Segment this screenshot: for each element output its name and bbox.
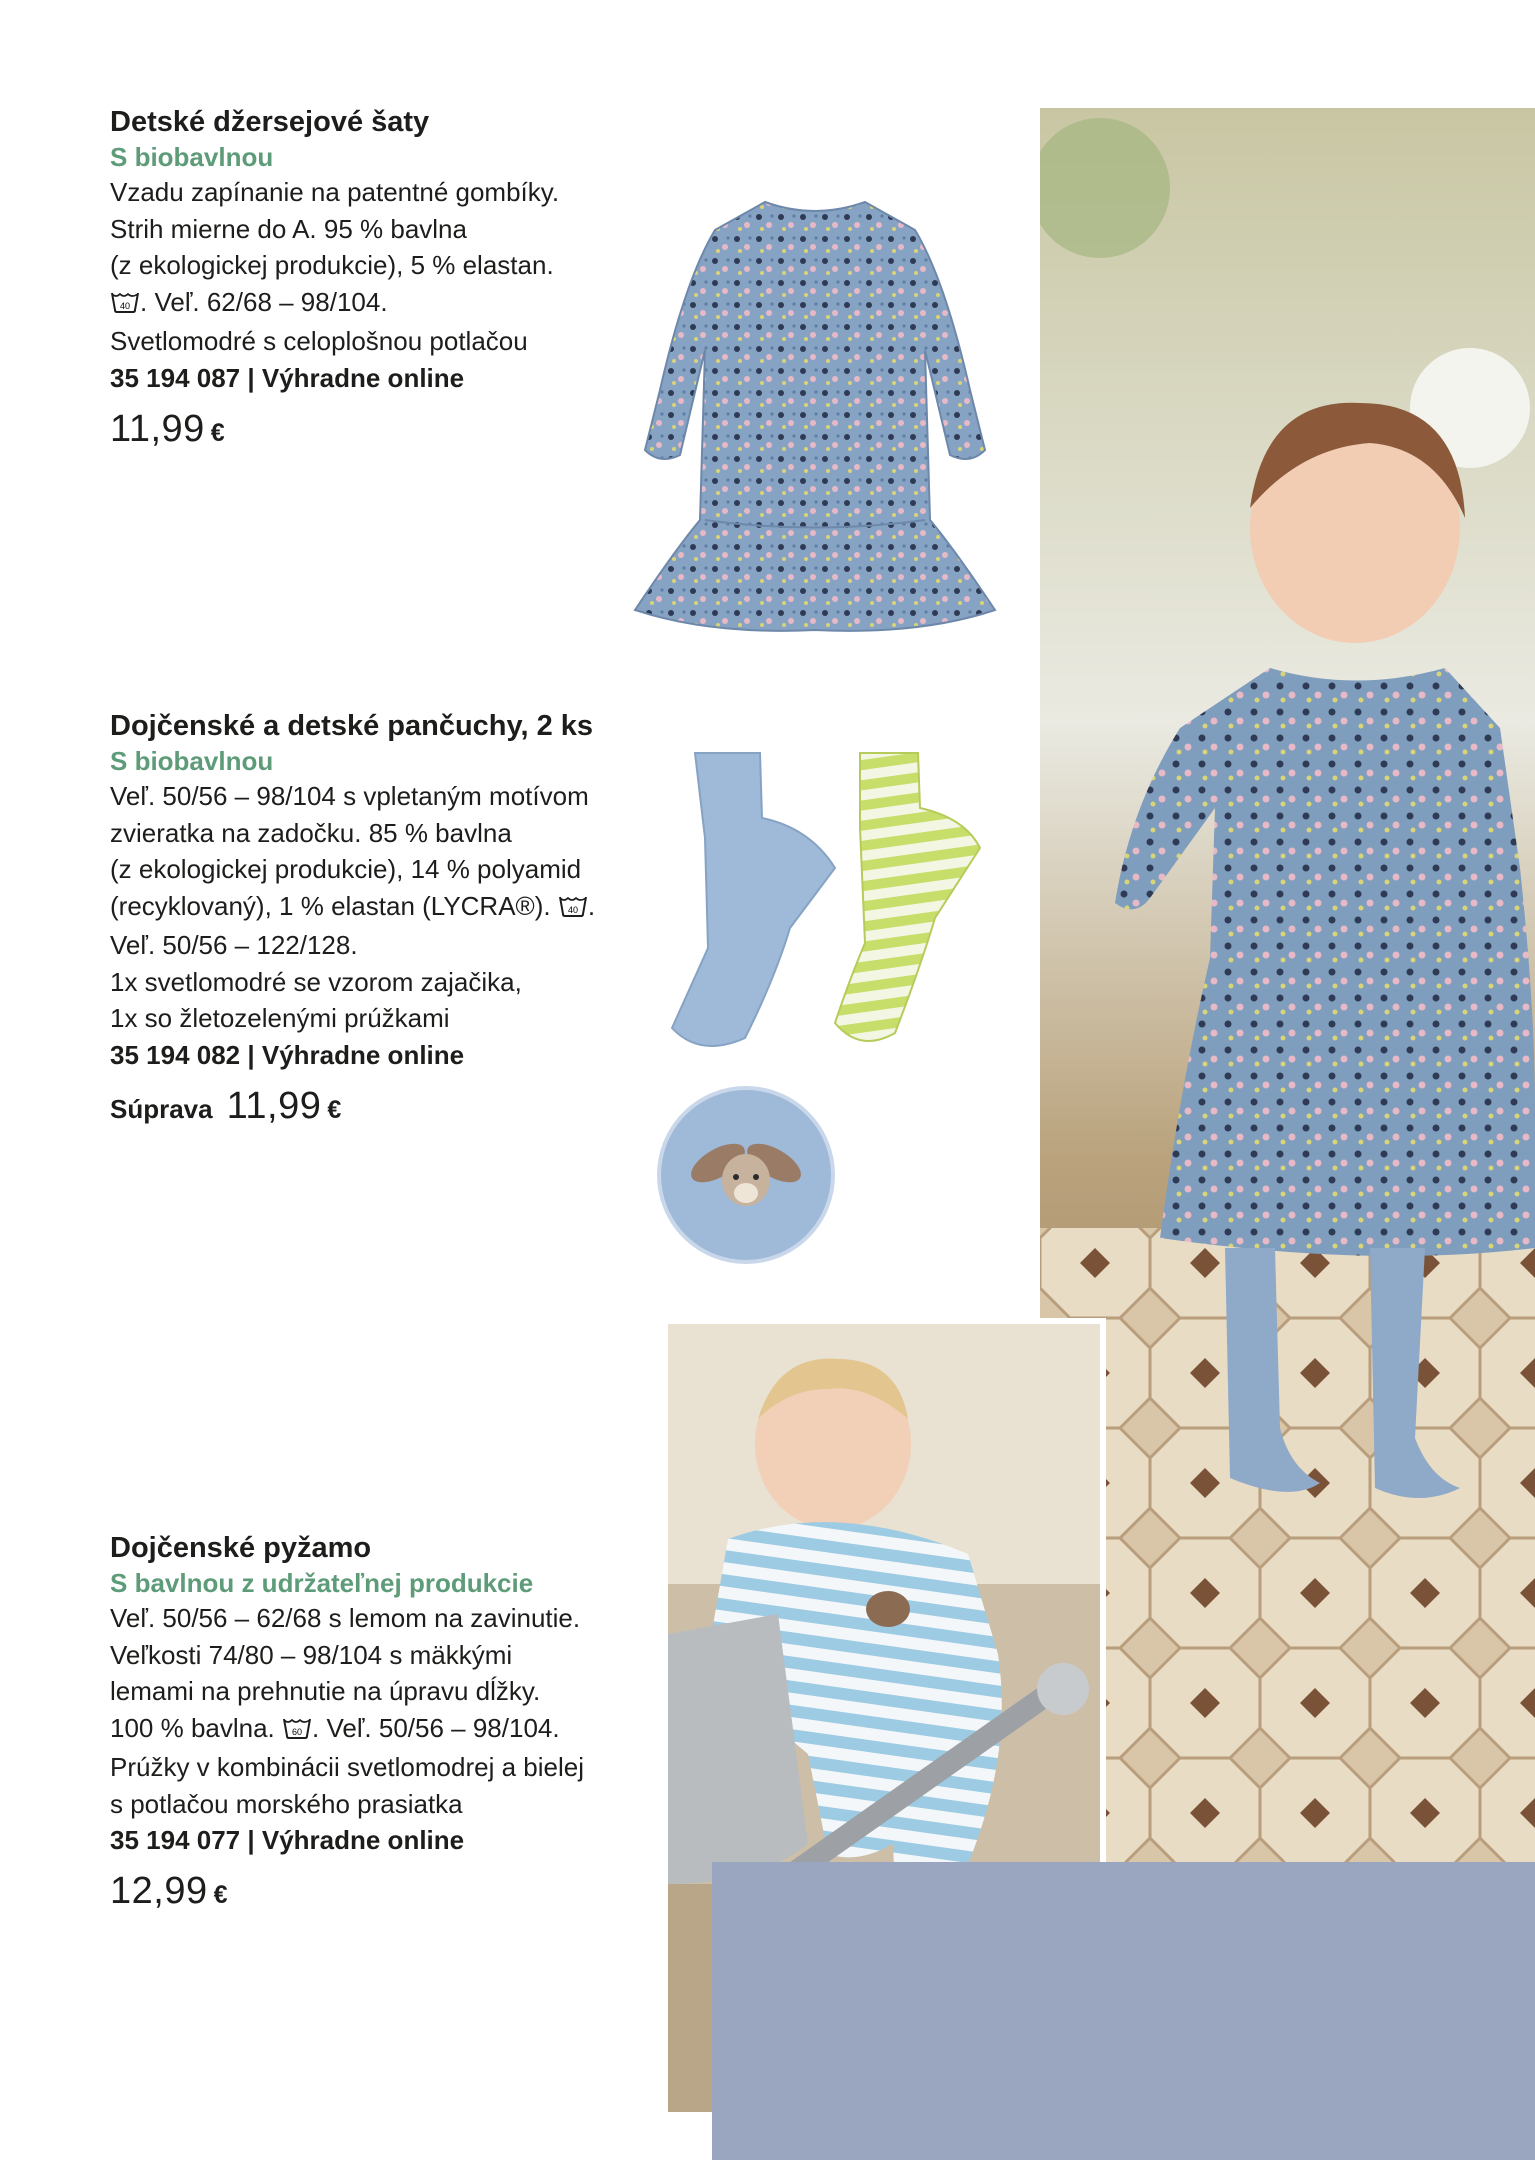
product-subtitle: S biobavlnou <box>110 142 274 172</box>
product-title: Dojčenské a detské pančuchy, 2 ks <box>110 710 594 742</box>
bunny-motif-detail-image <box>656 1085 836 1265</box>
product-pajama <box>110 1530 650 1913</box>
price: 12,99 <box>110 1870 208 1912</box>
desc-line: . Veľ. 62/68 – 98/104. <box>140 286 388 317</box>
product-title: Dojčenské pyžamo <box>110 1532 372 1564</box>
product-code: 35 194 077 | Výhradne online <box>110 1825 465 1855</box>
desc-line: Veľkosti 74/80 – 98/104 s mäkkými <box>110 1639 513 1670</box>
product-subtitle: S biobavlnou <box>110 746 274 776</box>
currency: € <box>210 418 225 447</box>
currency: € <box>213 1881 228 1909</box>
wash-40-icon <box>558 891 588 928</box>
desc-line: Vzadu zapínanie na patentné gombíky. <box>110 177 560 207</box>
currency: € <box>327 1095 342 1124</box>
desc-line: Veľ. 50/56 – 122/128. <box>110 930 358 960</box>
desc-line: . Veľ. 50/56 – 98/104. <box>312 1712 560 1743</box>
hero-photo-toddler-in-dress <box>1040 108 1535 1863</box>
desc-line: zvieratka na zadočku. 85 % bavlna <box>110 817 512 848</box>
product-dress <box>110 104 650 451</box>
price: 11,99 <box>226 1084 322 1127</box>
desc-line: (z ekologickej produkcie), 5 % elastan. <box>110 250 554 280</box>
product-code: 35 194 087 | Výhradne online <box>110 362 465 393</box>
desc-line: lemami na prehnutie na úpravu dĺžky. <box>110 1676 541 1706</box>
svg-text:40: 40 <box>119 300 131 311</box>
price-row <box>110 1870 650 1913</box>
product-subtitle: S bavlnou z udržateľnej produkcie <box>110 1568 534 1598</box>
tights-product-image <box>660 748 990 1058</box>
wash-40-icon <box>110 287 140 324</box>
desc-line: (z ekologickej produkcie), 14 % polyamid <box>110 854 582 884</box>
product-title: Detské džersejové šaty <box>110 106 430 138</box>
desc-line: 100 % bavlna. <box>110 1712 275 1743</box>
svg-text:60: 60 <box>292 1726 303 1737</box>
desc-line: Svetlomodré s celoplošnou potlačou <box>110 326 528 356</box>
product-tights <box>110 708 650 1128</box>
price-row <box>110 408 650 451</box>
desc-line: s potlačou morského prasiatka <box>110 1788 463 1819</box>
price-label: Súprava <box>110 1093 213 1124</box>
desc-line: 1x svetlomodré se vzorom zajačika, <box>110 966 522 997</box>
product-code: 35 194 082 | Výhradne online <box>110 1039 465 1070</box>
decorative-blue-block <box>712 1862 1535 2160</box>
product-description: Veľ. 50/56 – 98/104 s vpletaným motívom zvieratka na zadočku. 85 % bavlna (z ekologickej produkcie), 14 % polyamid (recyklovaný), 1 % elastan (LYCRA®). 40 . Veľ. 50/56 – 122/128. 1x svetlomodré se vzorom zajačika, 1x so žletozelenými prúžkami <box>110 781 596 1033</box>
desc-line: Veľ. 50/56 – 98/104 s vpletaným motívom <box>110 781 589 811</box>
wash-60-icon <box>282 1713 312 1750</box>
dress-product-image <box>600 190 1030 650</box>
desc-line: (recyklovaný), 1 % elastan (LYCRA®). <box>110 890 551 921</box>
desc-line: Prúžky v kombinácii svetlomodrej a bielej <box>110 1752 584 1782</box>
price-row <box>110 1085 650 1128</box>
desc-line: 1x so žletozelenými prúžkami <box>110 1003 450 1033</box>
product-description <box>110 174 650 360</box>
desc-line: Veľ. 50/56 – 62/68 s lemom na zavinutie. <box>110 1603 581 1633</box>
price: 11,99 <box>110 407 205 450</box>
svg-text:40: 40 <box>567 904 578 915</box>
desc-line: Strih mierne do A. 95 % bavlna <box>110 213 467 244</box>
product-description <box>110 1600 650 1822</box>
